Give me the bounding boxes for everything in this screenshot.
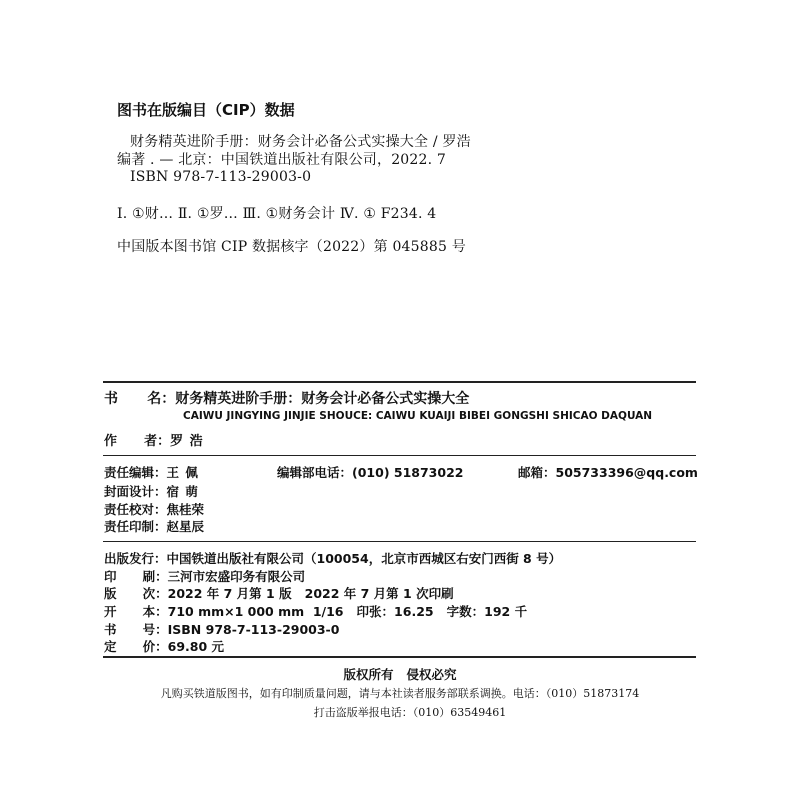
print-manager-row (104, 517, 204, 535)
print-manager: 赵星辰 (166, 519, 205, 534)
author: 罗 浩 (170, 434, 204, 449)
cip-line-1: 财务精英进阶手册：财务会计必备公式实操大全 / 罗浩 (130, 134, 471, 150)
author-label: 作 者： (104, 434, 171, 449)
cover-designer-row (104, 482, 199, 500)
phone: (010) 51873022 (352, 465, 464, 480)
cip-line-3: ISBN 978-7-113-29003-0 (130, 169, 312, 185)
divider-2 (103, 541, 696, 542)
cover-designer: 宿 萌 (166, 484, 199, 499)
format-row (104, 602, 527, 620)
book-pinyin: CAIWU JINGYING JINJIE SHOUCE: CAIWU KUAIJI BIBEI GONGSHI SHICAO DAQUAN (183, 410, 653, 422)
isbn-row (104, 620, 339, 638)
printer-label: 印 刷： (104, 569, 168, 584)
publisher-row (104, 549, 561, 567)
edition: 2022 年 7 月第 1 版 2022 年 7 月第 1 次印刷 (167, 586, 454, 601)
book-title: 财务精英进阶手册：财务会计必备公式实操大全 (175, 391, 470, 407)
email-label: 邮箱： (518, 465, 556, 480)
cip-line-2: 编著 . — 北京：中国铁道出版社有限公司，2022. 7 (117, 152, 447, 168)
isbn-label: 书 号： (104, 622, 168, 637)
publisher: 中国铁道出版社有限公司（100054，北京市西城区右安门西街 8 号） (166, 551, 562, 566)
piracy-hotline: 打击盗版举报电话：（010）63549461 (313, 706, 507, 719)
format-label: 开 本： (104, 604, 168, 619)
editor-row (104, 463, 199, 481)
email-row (518, 463, 698, 481)
edition-label: 版 次： (104, 586, 168, 601)
proofreader: 焦桂荣 (166, 502, 205, 517)
printer: 三河市宏盛印务有限公司 (167, 569, 306, 584)
edition-row (104, 584, 454, 602)
proof-label: 责任校对： (104, 502, 167, 517)
publisher-label: 出版发行： (104, 551, 167, 566)
price-label: 定 价： (104, 639, 168, 654)
divider-bottom (103, 656, 696, 658)
phone-label: 编辑部电话： (277, 465, 353, 480)
cover-label: 封面设计： (104, 484, 167, 499)
price: 69.80 元 (167, 639, 225, 654)
price-row (104, 637, 224, 655)
quality-notice: 凡购买铁道版图书，如有印制质量问题，请与本社读者服务部联系调换。电话：（010）51873174 (160, 687, 640, 700)
cip-line-5: 中国版本图书馆 CIP 数据核字（2022）第 045885 号 (117, 239, 466, 255)
phone-row (277, 463, 463, 481)
divider-1 (103, 455, 696, 456)
divider-top (103, 381, 696, 383)
cip-title: 图书在版编目（CIP）数据 (117, 101, 295, 119)
author-row (104, 430, 204, 449)
isbn: ISBN 978-7-113-29003-0 (167, 622, 340, 637)
editor-label: 责任编辑： (104, 465, 167, 480)
print-label: 责任印制： (104, 519, 167, 534)
format: 710 mm×1 000 mm 1/16 印张：16.25 字数：192 千 (167, 604, 528, 619)
editor: 王 佩 (166, 465, 199, 480)
email: 505733396@qq.com (555, 465, 698, 480)
cip-line-4: Ⅰ. ①财… Ⅱ. ①罗… Ⅲ. ①财务会计 Ⅳ. ① F234. 4 (117, 206, 437, 222)
proofreader-row (104, 500, 204, 518)
rights-notice: 版权所有 侵权必究 (343, 667, 457, 682)
book-title-row (104, 388, 469, 408)
book-title-label: 书 名： (104, 391, 176, 407)
printer-row (104, 567, 305, 585)
